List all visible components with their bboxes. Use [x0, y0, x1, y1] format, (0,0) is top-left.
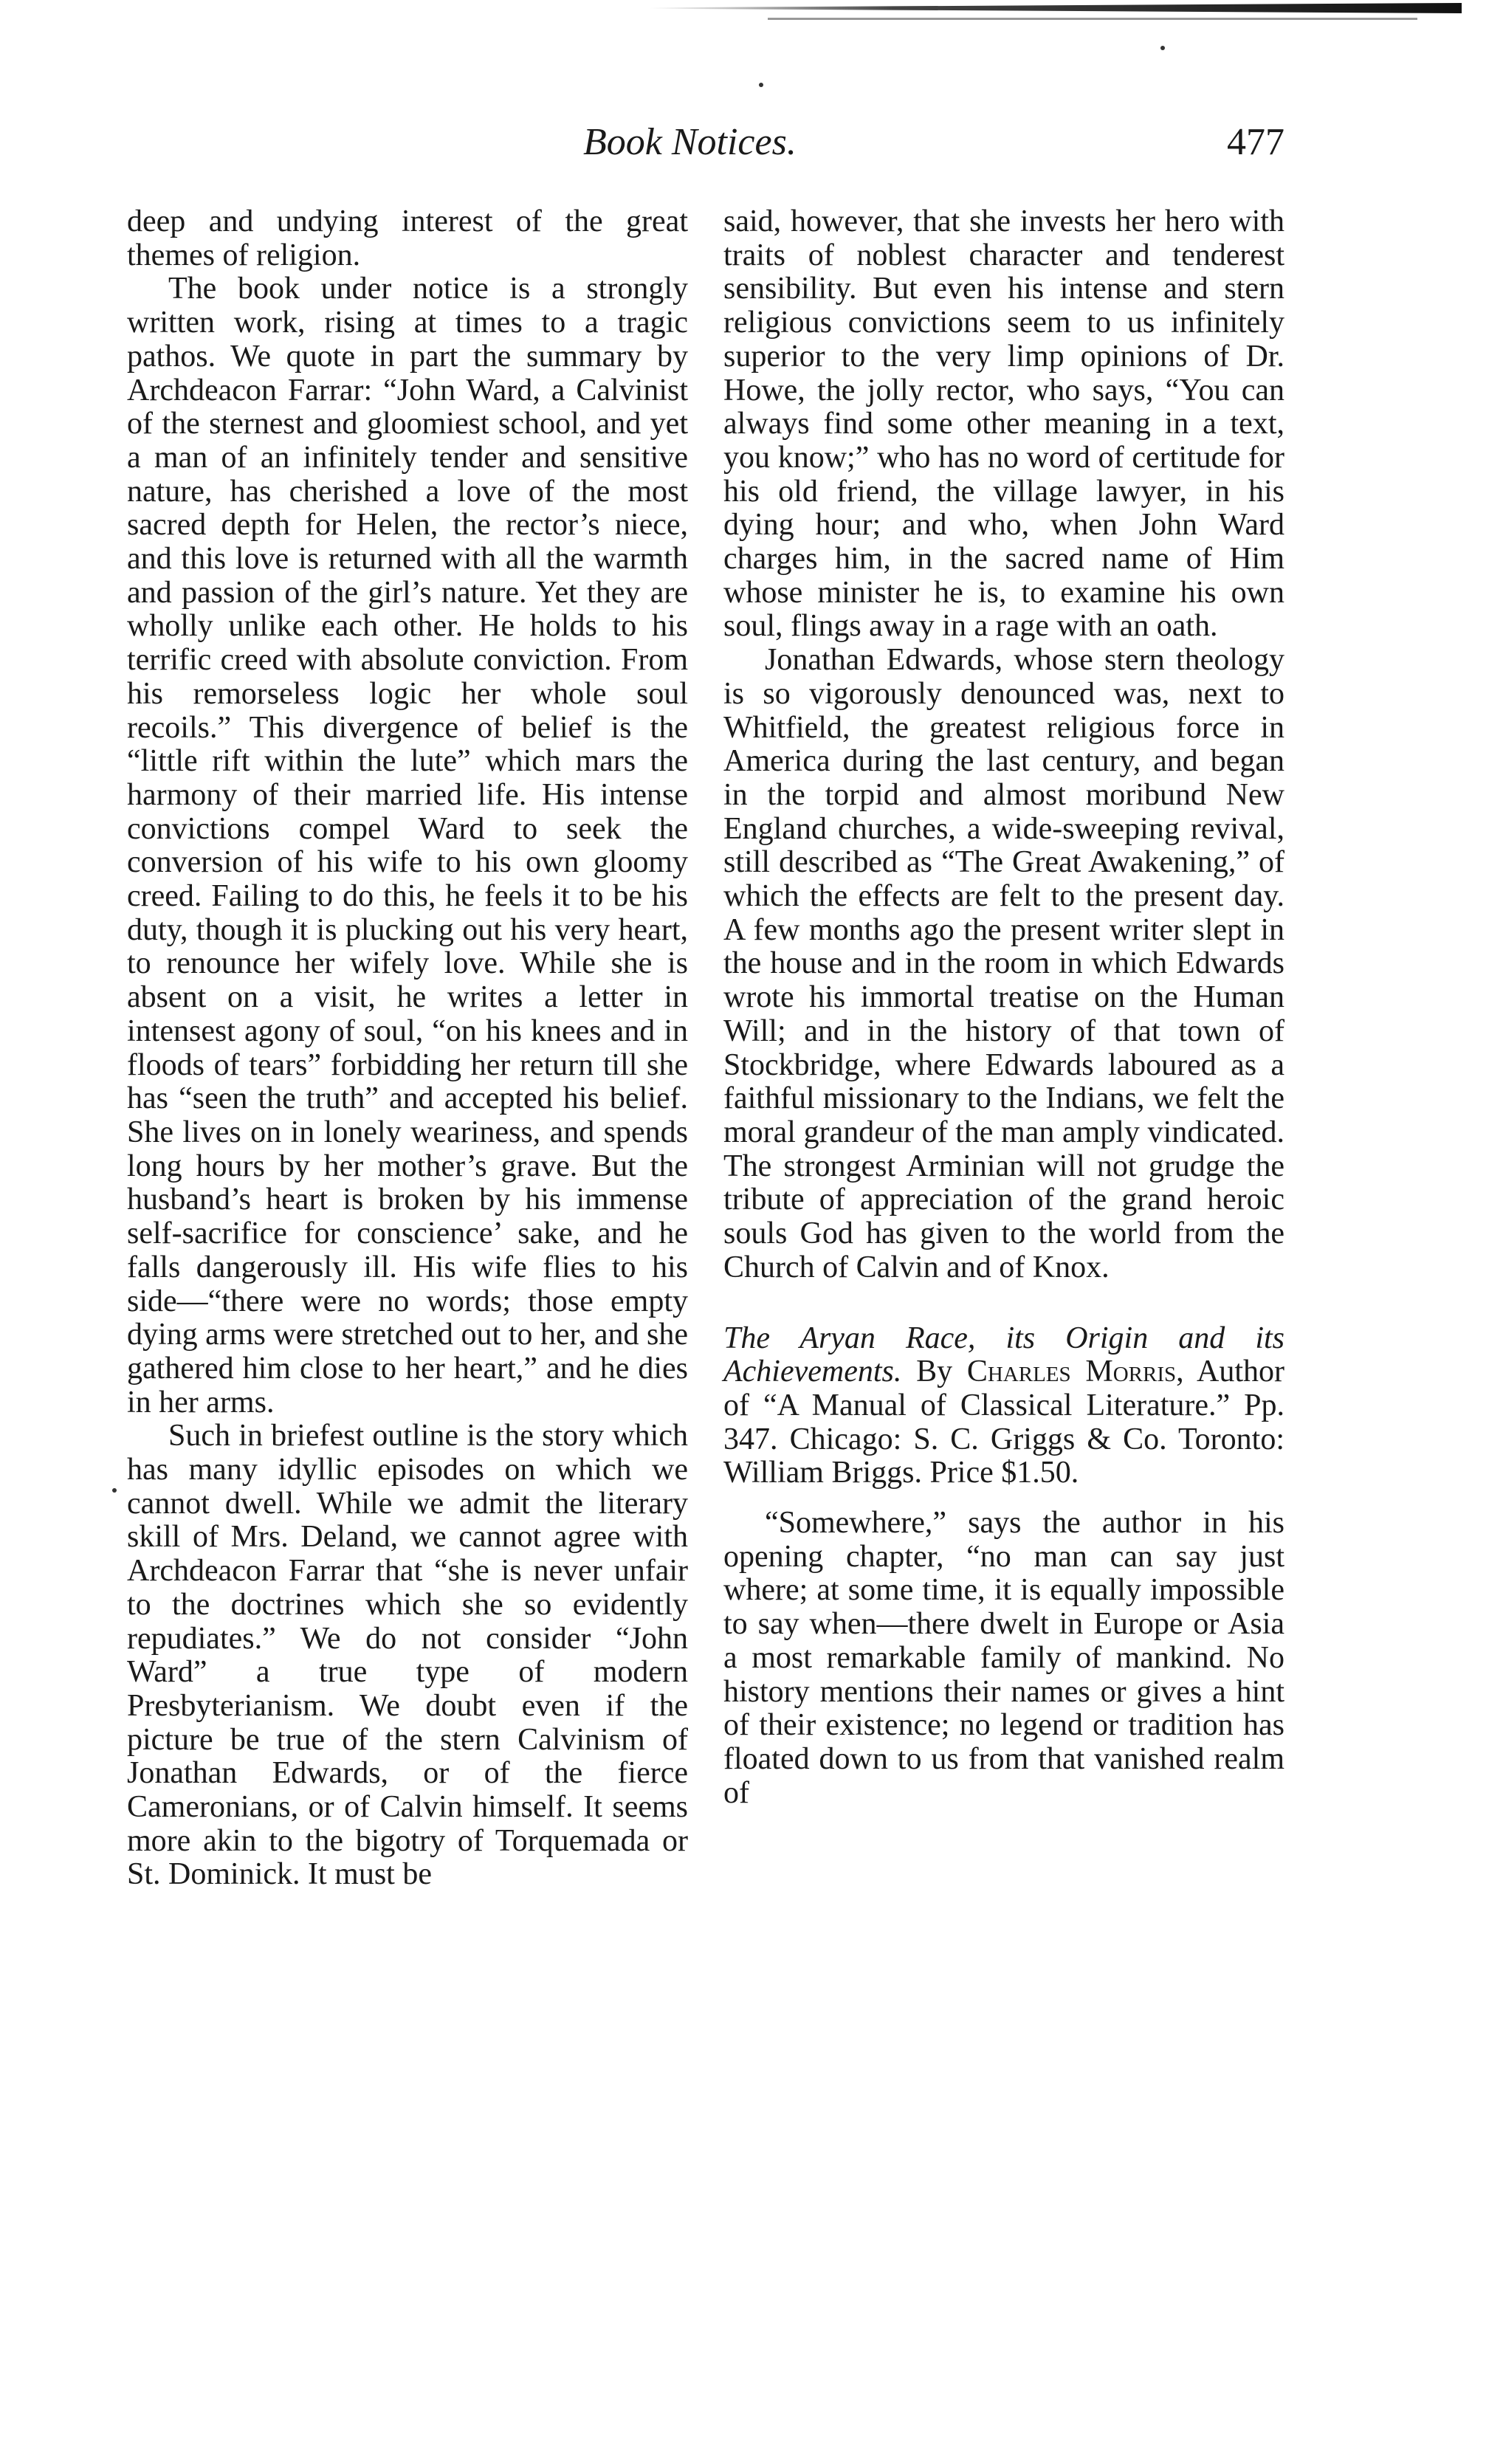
left-column [127, 205, 688, 1892]
scan-speck [112, 1488, 117, 1493]
book-by: By [916, 1355, 953, 1389]
right-paragraph-3: “Somewhere,” says the author in his opening chapter, “no man can say just where; at some time, it is equally impossible to say when—there dwelt in Europe or Asia a most remarkable family of mankind. No history mentions their names or gives a hint of their existence; no legend or tradition has floated down to us from that vanished realm of [723, 1506, 1284, 1810]
right-paragraph-1: said, however, that she invests her hero with traits of noblest character and tenderest sensibility. But even his intense and stern religious convictions seem to us infinitely superior to the very limp opinions of Dr. Howe, the jolly rector, who says, “You can always find some other meaning in a text, you know;” who has no word of certitude for his old friend, the village lawyer, in his dying hour; and who, when John Ward charges him, in the sacred name of Him whose minister he is, to examine his own soul, flings away in a rage with an oath. [723, 204, 1284, 644]
running-title: Book Notices. [583, 121, 797, 163]
book-title: The Aryan Race, its Origin and its Achievements. [723, 1321, 1284, 1389]
right-column [723, 205, 1284, 1810]
page-number: 477 [1227, 121, 1284, 163]
left-paragraph-2: The book under notice is a strongly written work, rising at times to a tragic pathos. We quote in part the summary by Archdeacon Farrar: “John Ward, a Calvinist of the sternest and gloomiest school, and yet a man of an infinitely tender and sensitive nature, has cherished a love of the most sacred depth for Helen, the rector’s niece, and this love is returned with all the warmth and passion of the girl’s nature. Yet they are wholly unlike each other. He holds to his terrific creed with absolute conviction. From his remorseless logic her whole soul recoils.” This divergence of belief is the “little rift within the lute” which mars the harmony of their married life. His intense convictions compel Ward to seek the conversion of his wife to his own gloomy creed. Failing to do this, he feels it to be his duty, though it is plucking out his very heart, to renounce her wifely love. While she is absent on a visit, he writes a letter in intensest agony of soul, “on his knees and in floods of tears” forbidding her return till she has “seen the truth” and accepted his belief. She lives on in lonely weariness, and spends long hours by her mother’s grave. But the husband’s heart is broken by his immense self-sacrifice for conscience’ sake, and he falls dangerously ill. His wife flies to his side—“there were no words; those empty dying arms were stretched out to her, and she gathered him close to her heart,” and he dies in her arms. [127, 272, 688, 1419]
page-header [125, 117, 1284, 168]
right-paragraph-2: Jonathan Edwards, whose stern theology is so vigorously denounced was, next to Whitfield, the greatest religious force in America during the last century, and began in the torpid and almost moribund New England churches, a wide-sweeping revival, still described as “The Great Awakening,” of which the effects are felt to the present day. A few months ago the present writer slept in the house and in the room in which Edwards wrote his immortal treatise on the Human Will; and in the history of that town of Stockbridge, where Edwards laboured as a faithful missionary to the Indians, we felt the moral grandeur of the man amply vindicated. The strongest Arminian will not grudge the tribute of appreciation of the grand heroic souls God has given to the world from the Church of Calvin and of Knox. [723, 643, 1284, 1284]
left-paragraph-3: Such in briefest outline is the story which has many idyllic episodes on which we cannot dwell. While we admit the literary skill of Mrs. Deland, we cannot agree with Archdeacon Farrar that “she is never unfair to the doctrines which she so evidently repudiates.” We do not consider “John Ward” a true type of modern Presbyterianism. We doubt even if the picture be true of the stern Calvinism of Jonathan Edwards, or of the fierce Cameronians, or of Calvin himself. It seems more akin to the bigotry of Torquemada or St. Dominick. It must be [127, 1419, 688, 1892]
section-gap [723, 1285, 1284, 1322]
scan-edge-rule [650, 3, 1462, 13]
scan-speck [1160, 46, 1165, 50]
left-paragraph-1: deep and undying interest of the great themes of religion. [127, 204, 688, 272]
book-details: , Author of “A Manual of Classical Literature.” Pp. 347. Chicago: S. C. Griggs & Co. Toronto: William Briggs. Price $1.50. [723, 1355, 1285, 1490]
paragraph-gap [723, 1490, 1284, 1507]
book-notice-heading [723, 1322, 1284, 1491]
book-author: Charles Morris [966, 1355, 1177, 1389]
scan-edge-line [768, 18, 1417, 20]
scan-speck [759, 83, 763, 87]
